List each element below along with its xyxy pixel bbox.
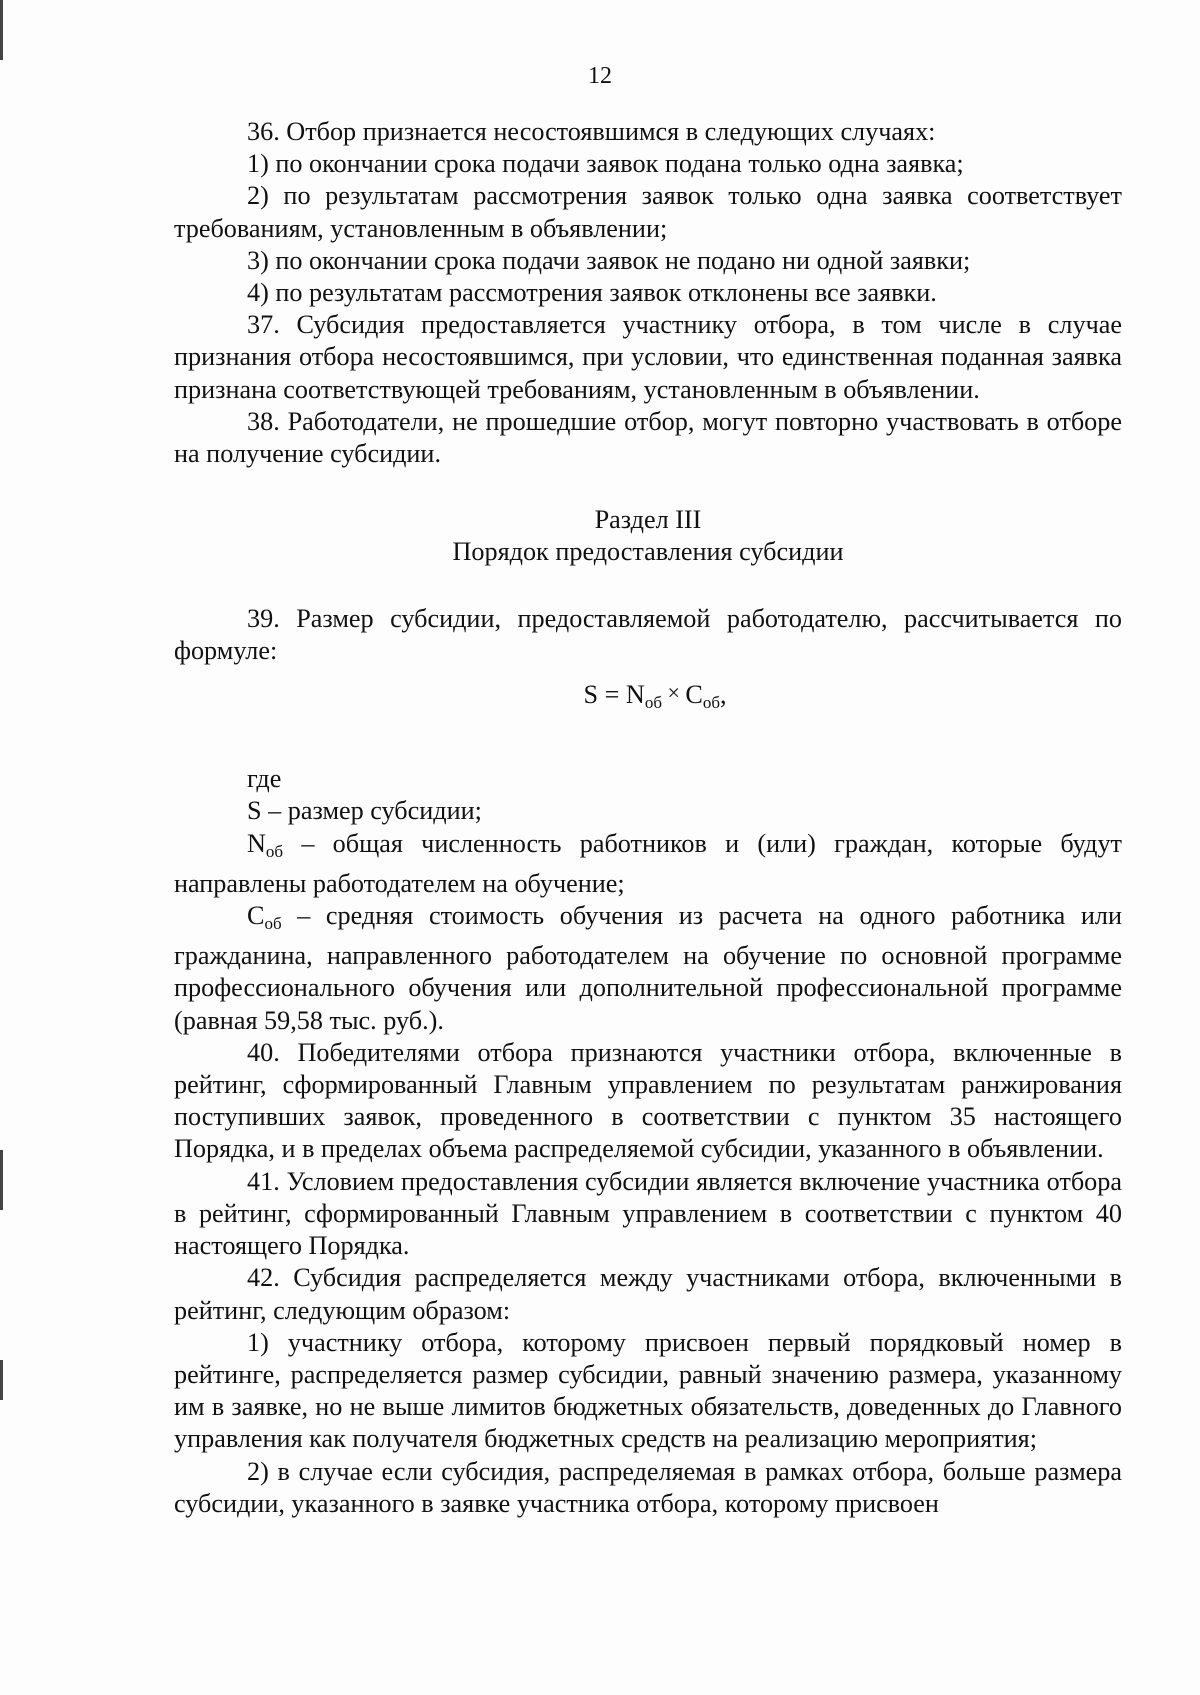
paragraph-36: 36. Отбор признается несостоявшимся в следующих случаях:	[247, 117, 936, 146]
paragraph-39: 39. Размер субсидии, предоставляемой работодателю, рассчитывается по формуле:	[174, 603, 1122, 665]
list-item-36-4: 4) по результатам рассмотрения заявок отклонены все заявки.	[247, 278, 937, 308]
formula-s: S	[583, 680, 599, 710]
paragraph-40: 40. Победителями отбора признаются участники отбора, включенные в рейтинг, сформированный Главным управлением по результатам ранжирования поступивших заявок, проведенного в соответствии с пунктом 35 настоящего Порядка, и в пределах объема распределяемой субсидии, указанного в объявлении.	[174, 1037, 1122, 1164]
formula-c-subscript: об	[702, 693, 721, 713]
section-title: Порядок предоставления субсидии	[452, 537, 844, 567]
definition-n-subscript: об	[265, 841, 284, 861]
definition-s: S – размер субсидии;	[247, 796, 482, 826]
formula-n-subscript: об	[644, 693, 662, 713]
section-label: Раздел III	[594, 505, 702, 535]
formula-times: ×	[661, 680, 686, 706]
scan-edge-mark	[0, 0, 3, 60]
page-number: 12	[588, 63, 612, 89]
definition-n-text: – общая численность работников и (или) граждан, которые будут направлены работодателем на обучение;	[174, 828, 1122, 898]
where-label: где	[247, 764, 282, 794]
definition-n-symbol: N	[247, 828, 266, 858]
paragraph-42: 42. Субсидия распределяется между участниками отбора, включенными в рейтинг, следующим образом:	[174, 1263, 1122, 1325]
list-item-36-1: 1) по окончании срока подачи заявок подана только одна заявка;	[247, 149, 964, 179]
section-heading	[174, 504, 1122, 568]
list-item-42-2: 2) в случае если субсидия, распределяемая в рамках отбора, больше размера субсидии, указанного в заявке участника отбора, которому присвоен	[174, 1456, 1122, 1518]
list-item-36-2: 2) по результатам рассмотрения заявок только одна заявка соответствует требованиям, установленным в объявлении;	[174, 181, 1122, 243]
scan-edge-mark	[0, 1360, 3, 1400]
document-body	[174, 116, 1122, 1520]
paragraph-41: 41. Условием предоставления субсидии является включение участника отбора в рейтинг, сформированный Главным управлением в соответствии с пунктом 40 настоящего Порядка.	[174, 1166, 1122, 1261]
definition-c-subscript: об	[264, 914, 282, 934]
definition-c	[174, 900, 1122, 1037]
paragraph-38: 38. Работодатели, не прошедшие отбор, могут повторно участвовать в отборе на получение субсидии.	[174, 406, 1122, 469]
formula-equals: =	[598, 680, 626, 710]
list-item-42-1: 1) участнику отбора, которому присвоен первый порядковый номер в рейтинге, распределяется размер субсидии, равный значению размера, указанному им в заявке, но не выше лимитов бюджетных обязательств, доведенных до Главного управления как получателя бюджетных средств на реализацию мероприятия;	[174, 1327, 1122, 1454]
formula-n: N	[625, 680, 645, 710]
scan-edge-mark	[0, 1150, 3, 1210]
subsidy-formula	[174, 677, 1122, 719]
definition-n	[174, 828, 1122, 900]
formula-c: C	[685, 680, 703, 710]
list-item-36-3: 3) по окончании срока подачи заявок не подано ни одной заявки;	[247, 245, 971, 275]
definition-c-symbol: C	[247, 901, 265, 931]
formula-tail: ,	[720, 680, 727, 710]
definition-c-text: – средняя стоимость обучения из расчета на одного работника или гражданина, направленного работодателем на обучение по основной программе профессионального обучения или дополнительной профессиональной программе (равная 59,58 тыс. руб.).	[174, 901, 1122, 1035]
paragraph-37: 37. Субсидия предоставляется участнику отбора, в том числе в случае признания отбора несостоявшимся, при условии, что единственная поданная заявка признана соответствующей требованиям, установленным в объявлении.	[174, 310, 1122, 404]
